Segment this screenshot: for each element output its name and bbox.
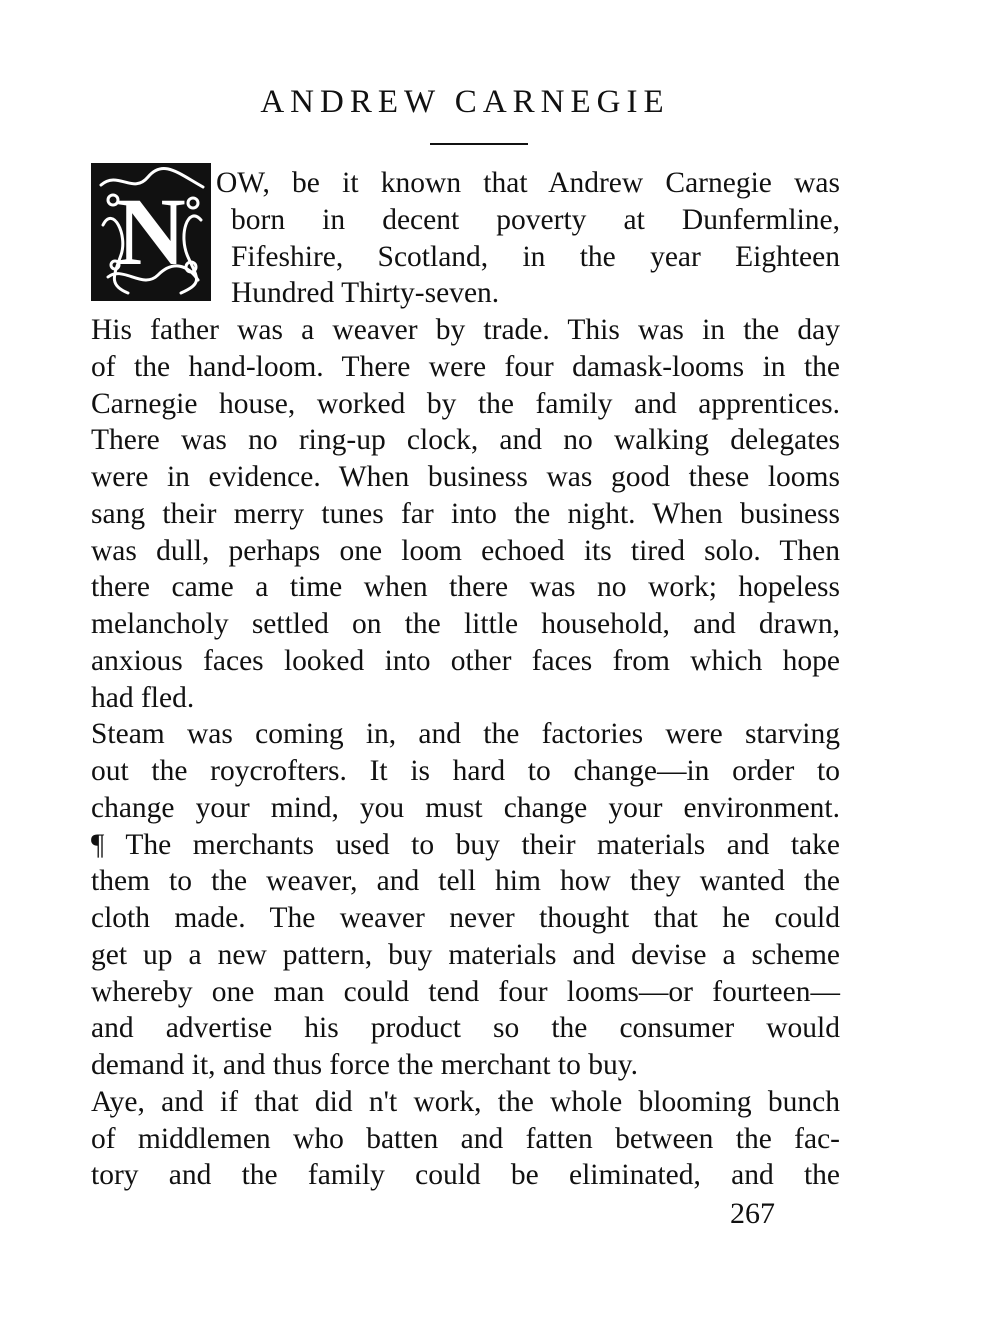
text-line: anxious faces looked into other faces from which hope	[91, 644, 840, 677]
text-line: them to the weaver, and tell him how they wanted the	[91, 865, 840, 898]
text-line: there came a time when there was no work; hopeless	[91, 571, 840, 604]
text-line: His father was a weaver by trade. This was in the day	[91, 314, 840, 346]
text-line: get up a new pattern, buy materials and devise a scheme	[91, 938, 840, 971]
drop-cap-letter: N	[116, 178, 186, 285]
text-line: whereby one man could tend four looms—or fourteen—	[91, 975, 840, 1008]
text-line: was dull, perhaps one loom echoed its tired solo. Then	[91, 534, 840, 567]
text-line: were in evidence. When business was good these looms	[91, 461, 840, 493]
text-line: born in decent poverty at Dunfermline,	[231, 203, 840, 236]
text-line: There was no ring-up clock, and no walking delegates	[91, 424, 840, 457]
text-line: ¶ The merchants used to buy their materials and take	[91, 828, 840, 861]
page-title-text: ANDREW CARNEGIE	[260, 84, 670, 120]
text-line: Carnegie house, worked by the family and apprentices.	[91, 387, 840, 420]
text-line: tory and the family could be eliminated, and the	[91, 1159, 840, 1192]
ornamental-drop-cap	[91, 163, 211, 301]
text-line: Fifeshire, Scotland, in the year Eighteen	[231, 240, 840, 273]
text-line: cloth made. The weaver never thought that he could	[91, 902, 840, 934]
text-line: sang their merry tunes far into the night. When business	[91, 497, 840, 530]
text-line: and advertise his product so the consumer would	[91, 1012, 840, 1045]
text-line: OW, be it known that Andrew Carnegie was	[216, 167, 840, 199]
text-line: change your mind, you must change your environment.	[91, 791, 840, 824]
text-line: of the hand-loom. There were four damask-looms in the	[91, 350, 840, 383]
text-line: Aye, and if that did n't work, the whole blooming bunch	[91, 1085, 840, 1118]
text-line: out the roycrofters. It is hard to change—in order to	[91, 755, 840, 787]
text-line: Steam was coming in, and the factories were starving	[91, 718, 840, 751]
page-title	[0, 84, 930, 121]
text-line: had fled.	[91, 681, 195, 714]
page-number: 267	[730, 1197, 775, 1230]
text-line: Hundred Thirty-seven.	[231, 277, 500, 310]
text-line: melancholy settled on the little household, and drawn,	[91, 608, 840, 640]
title-divider	[430, 143, 528, 145]
text-line: of middlemen who batten and fatten between the fac-	[91, 1122, 840, 1155]
text-line: demand it, and thus force the merchant to buy.	[91, 1049, 638, 1081]
